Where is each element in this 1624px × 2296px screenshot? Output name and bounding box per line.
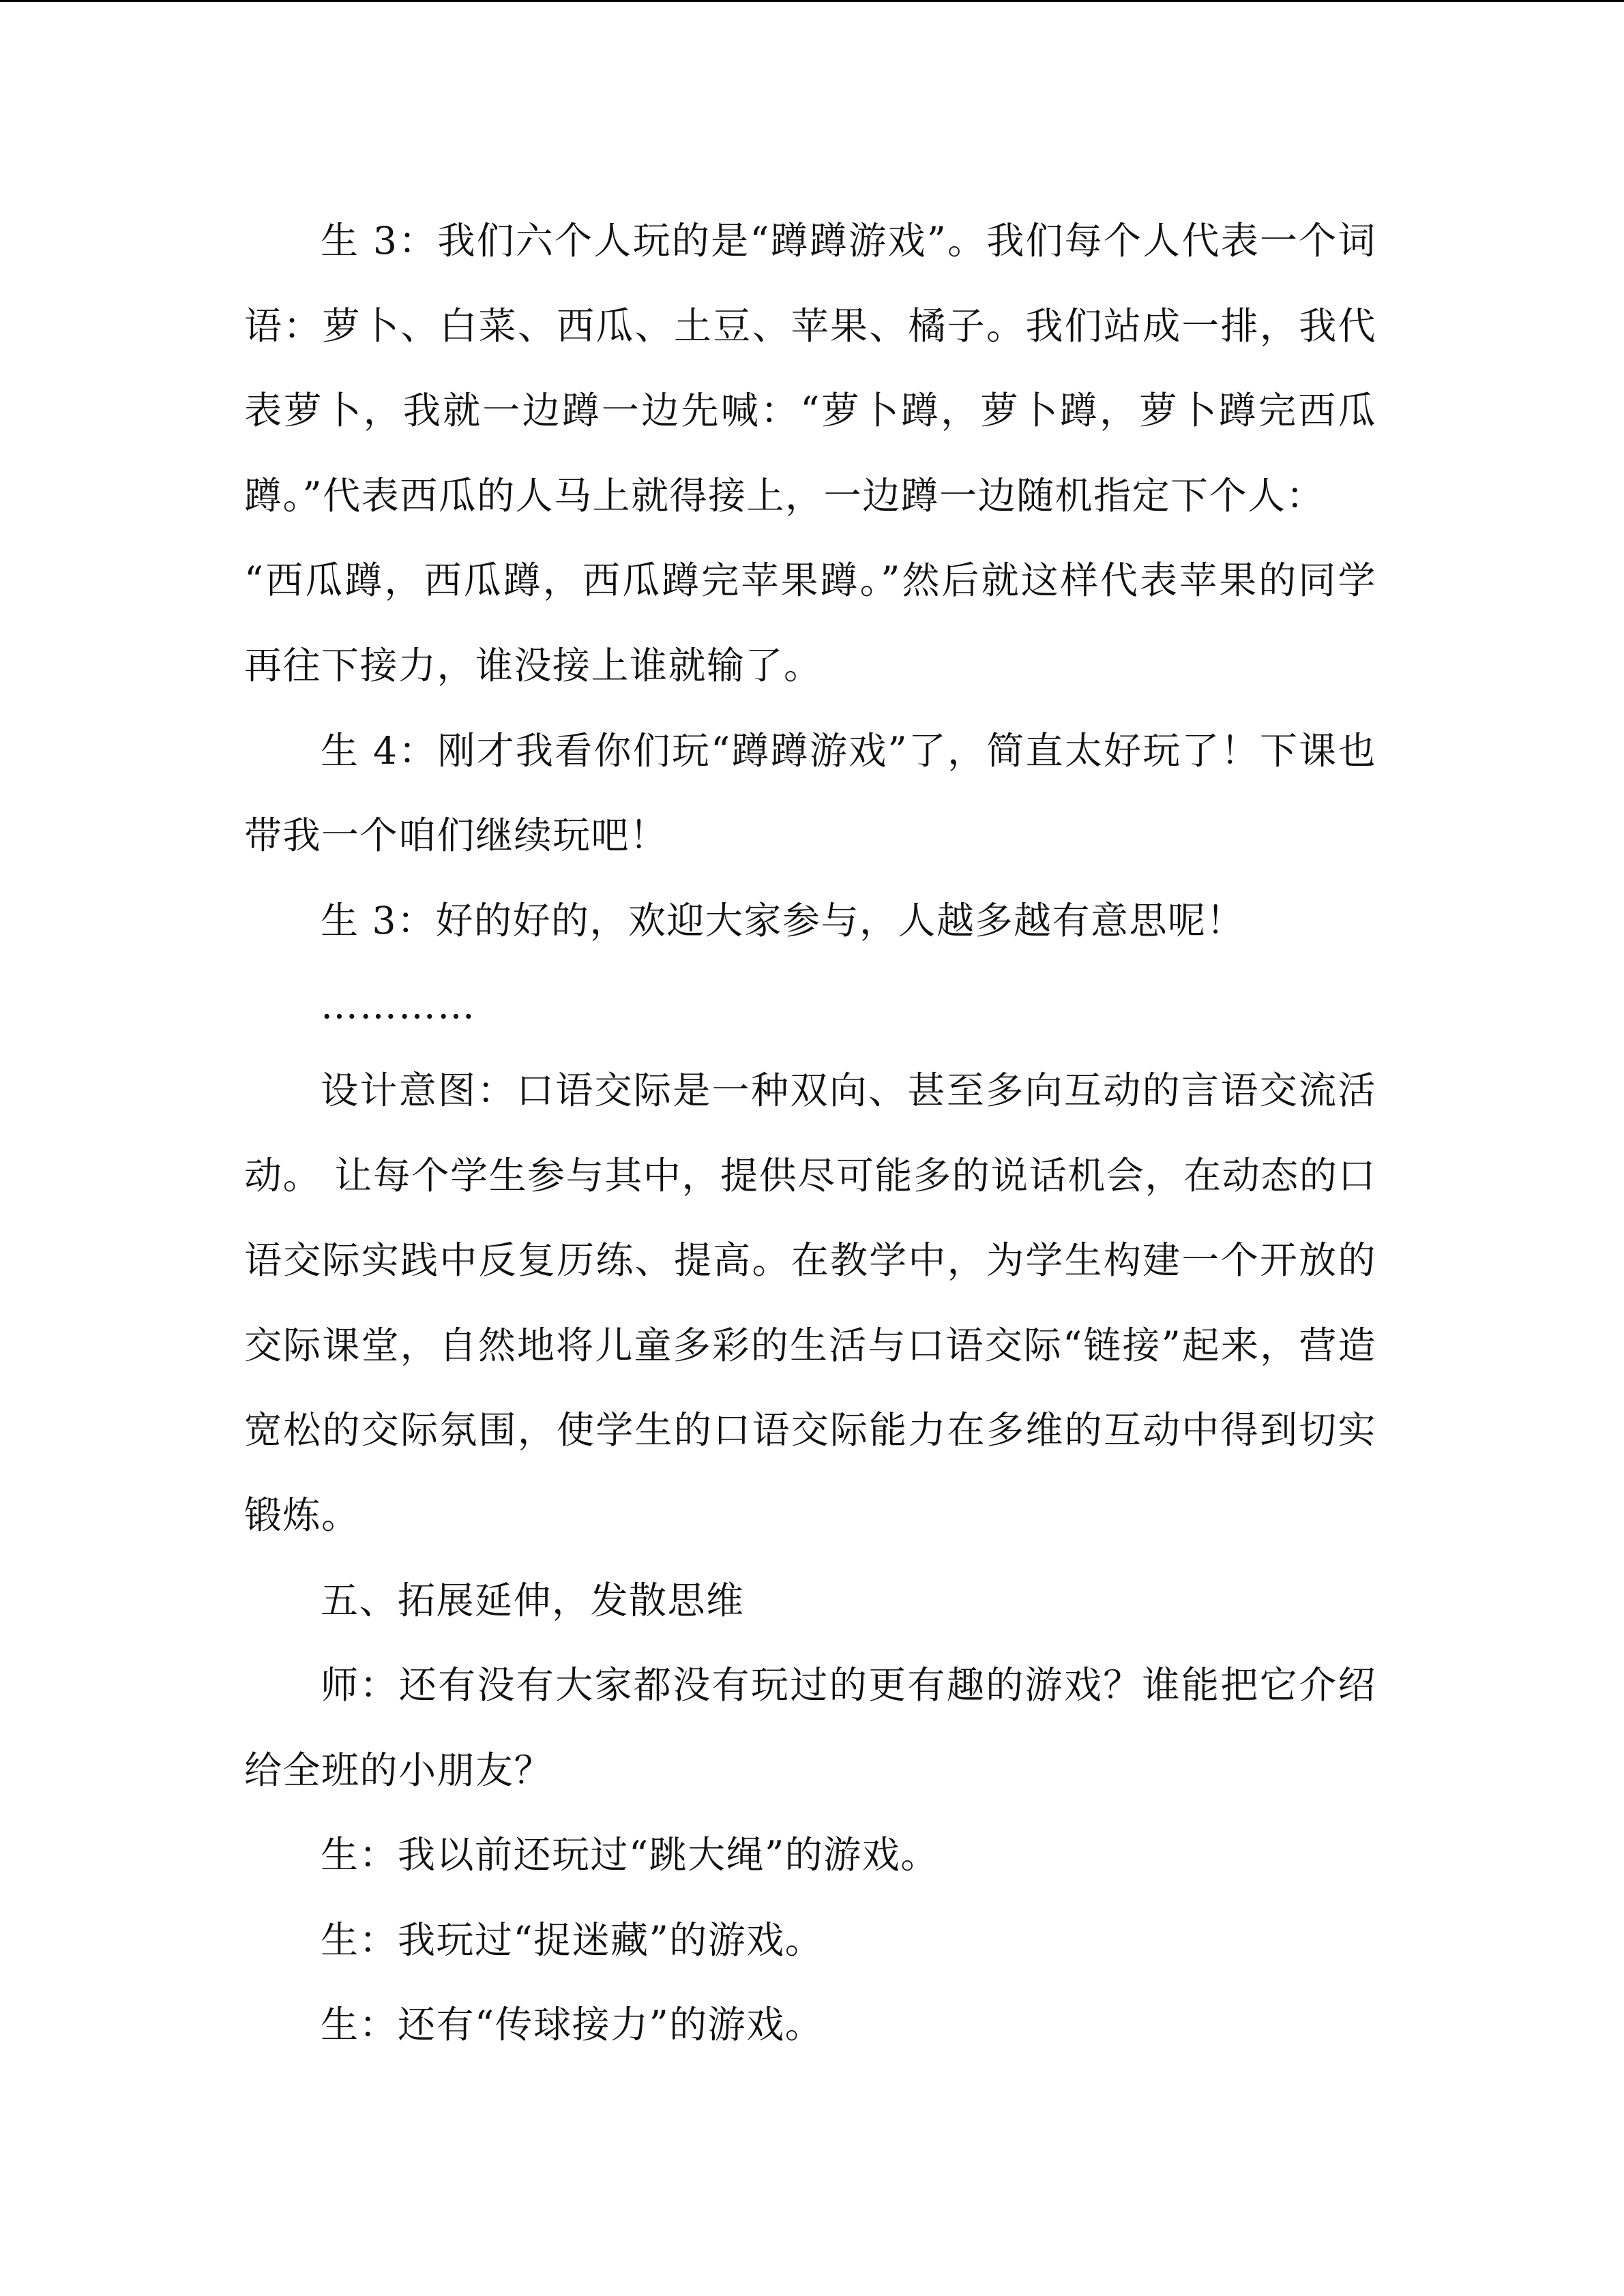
- paragraph-student4: 生 4：刚才我看你们玩“蹲蹲游戏”了，简直太好玩了！下课也带我一个咱们继续玩吧！: [244, 728, 1376, 858]
- paragraph-student3-game-rules: 生 3：我们六个人玩的是“蹲蹲游戏”。我们每个人代表一个词语：萝卜、白菜、西瓜、土豆、苹果、橘子。我们站成一排，我代表萝卜，我就一边蹲一边先喊：“萝卜蹲，萝卜蹲，萝卜蹲完西瓜蹲。”代表西瓜的人马上就得接上，一边蹲一边随机指定下个人：: [244, 219, 1376, 518]
- paragraph-teacher-question: 师：还有没有大家都没有玩过的更有趣的游戏？谁能把它介绍给全班的小朋友？: [244, 1663, 1376, 1792]
- paragraph-student-answer-1: 生：我以前还玩过“跳大绳”的游戏。: [321, 1833, 939, 1877]
- paragraph-student-answer-3: 生：还有“传球接力”的游戏。: [321, 2003, 824, 2047]
- paragraph-student-answer-2: 生：我玩过“捉迷藏”的游戏。: [321, 1918, 824, 1962]
- section-heading-five: 五、拓展延伸，发散思维: [321, 1578, 745, 1622]
- page-body: [244, 198, 1376, 2068]
- paragraph-ellipsis: …………: [321, 983, 476, 1028]
- paragraph-student3-game-rules-cont: “西瓜蹲，西瓜蹲，西瓜蹲完苹果蹲。”然后就这样代表苹果的同学再往下接力，谁没接上谁就输了。: [244, 558, 1376, 687]
- paragraph-design-intent: 设计意图：口语交际是一种双向、甚至多向互动的言语交流活动。 让每个学生参与其中，提供尽可能多的说话机会，在动态的口语交际实践中反复历练、提高。在教学中，为学生构建一个开放的交际课堂，自然地将儿童多彩的生活与口语交际“链接”起来，营造宽松的交际氛围，使学生的口语交际能力在多维的互动中得到切实锻炼。: [244, 1068, 1376, 1537]
- paragraph-student3-reply: 生 3：好的好的，欢迎大家参与，人越多越有意思呢！: [321, 898, 1245, 942]
